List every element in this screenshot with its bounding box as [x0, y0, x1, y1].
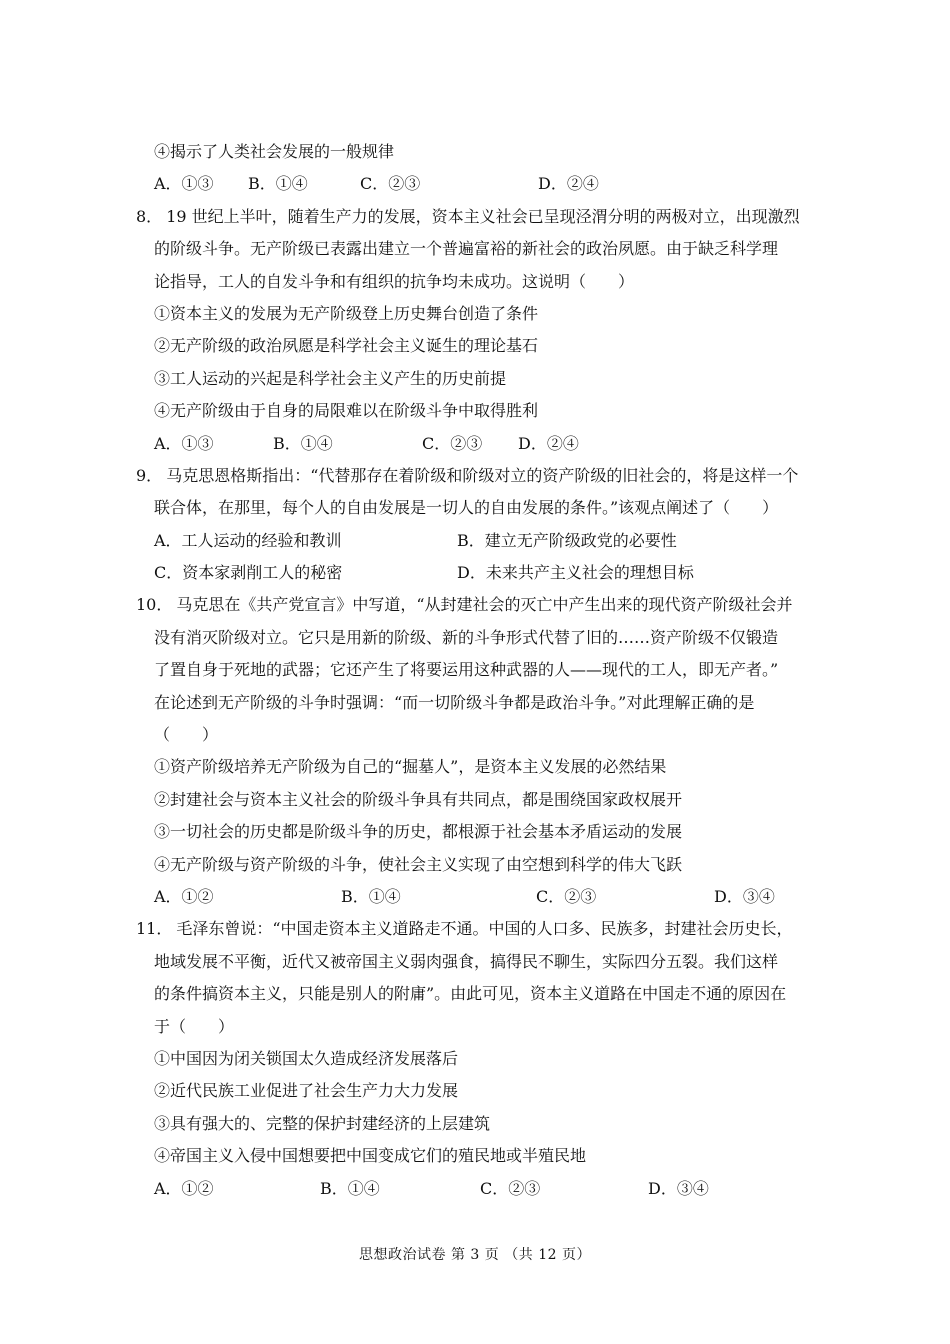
q11-option-d: D．③④ [648, 1178, 709, 1198]
q7-options [0, 168, 950, 200]
q11-option-b: B．①④ [320, 1178, 380, 1198]
q8-statement-3: ③工人运动的兴起是科学社会主义产生的历史前提 [154, 368, 507, 388]
q8-options [0, 428, 950, 460]
q9-option-a: A．工人运动的经验和教训 [154, 530, 342, 550]
q11-statement-2: ②近代民族工业促进了社会生产力大力发展 [154, 1081, 459, 1101]
q10-option-d: D．③④ [714, 886, 775, 906]
q9-option-d: D．未来共产主义社会的理想目标 [457, 563, 694, 583]
q8-statement-4: ④无产阶级由于自身的局限难以在阶级斗争中取得胜利 [154, 401, 539, 421]
q8-statement-2: ②无产阶级的政治夙愿是科学社会主义诞生的理论基石 [154, 336, 539, 356]
q10-line-2: 没有消灭阶级对立。它只是用新的阶级、新的斗争形式代替了旧的……资产阶级不仅锻造 [154, 627, 779, 647]
q10-statement-1: ①资产阶级培养无产阶级为自己的“掘墓人”，是资本主义发展的必然结果 [154, 757, 667, 777]
q9-text: 马克思恩格斯指出：“代替那存在着阶级和阶级对立的资产阶级的旧社会的，将是这样一个 [166, 465, 799, 485]
q11-option-a: A．①② [154, 1178, 214, 1198]
q7-option-b: B．①④ [248, 174, 308, 194]
q10-line-1 [0, 589, 950, 621]
q11-statement-4: ④帝国主义入侵中国想要把中国变成它们的殖民地或半殖民地 [154, 1146, 587, 1166]
q8-statement-1: ①资本主义的发展为无产阶级登上历史舞台创造了条件 [154, 303, 539, 323]
q9-number: 9． [136, 465, 163, 485]
q10-option-a: A．①② [154, 886, 214, 906]
q9-line-1 [0, 460, 950, 492]
q11-statement-3: ③具有强大的、完整的保护封建经济的上层建筑 [154, 1113, 491, 1133]
q8-number: 8． [136, 206, 163, 226]
q8-text: 19 世纪上半叶，随着生产力的发展，资本主义社会已呈现泾渭分明的两极对立，出现激烈 [166, 206, 800, 226]
q10-line-3: 了置自身于死地的武器；它还产生了将要运用这种武器的人——现代的工人，即无产者。” [154, 660, 779, 680]
q11-line-2: 地域发展不平衡，近代又被帝国主义弱肉强食，搞得民不聊生，实际四分五裂。我们这样 [154, 951, 779, 971]
q9-options-row-1 [0, 525, 950, 557]
q7-option-c: C．②③ [360, 174, 421, 194]
q11-statement-1: ①中国因为闭关锁国太久造成经济发展落后 [154, 1048, 459, 1068]
q8-line-3: 论指导，工人的自发斗争和有组织的抗争均未成功。这说明（ ） [154, 271, 635, 291]
q7-statement-4: ④揭示了人类社会发展的一般规律 [154, 142, 395, 161]
exam-page [0, 136, 950, 1205]
q10-line-5: （ ） [154, 725, 219, 745]
page-footer: 思想政治试卷 第 3 页 （共 12 页） [359, 1247, 591, 1263]
q8-option-c: C．②③ [422, 433, 483, 453]
q7-option-d: D．②④ [538, 174, 599, 194]
q10-text: 马克思在《共产党宣言》中写道，“从封建社会的灭亡中产生出来的现代资产阶级社会并 [176, 595, 793, 615]
q10-statement-4: ④无产阶级与资产阶级的斗争，使社会主义实现了由空想到科学的伟大飞跃 [154, 854, 683, 874]
q8-option-d: D．②④ [518, 433, 579, 453]
q9-option-c: C．资本家剥削工人的秘密 [154, 563, 343, 583]
q9-option-b: B．建立无产阶级政党的必要性 [457, 530, 677, 550]
q8-line-1 [0, 201, 950, 233]
q10-line-4: 在论述到无产阶级的斗争时强调：“而一切阶级斗争都是政治斗争。”对此理解正确的是 [154, 692, 755, 712]
q9-options-row-2 [0, 557, 950, 589]
q8-option-a: A．①③ [154, 433, 214, 453]
q8-line-2: 的阶级斗争。无产阶级已表露出建立一个普遍富裕的新社会的政治夙愿。由于缺乏科学理 [154, 239, 779, 259]
q11-options [0, 1173, 950, 1205]
q11-line-4: 于（ ） [154, 1016, 235, 1036]
q10-options [0, 881, 950, 913]
q10-number: 10． [136, 595, 173, 615]
q7-option-a: A．①③ [154, 174, 214, 194]
q8-option-b: B．①④ [273, 433, 333, 453]
q9-line-2: 联合体，在那里，每个人的自由发展是一切人的自由发展的条件。”该观点阐述了（ ） [154, 498, 779, 518]
q11-number: 11． [136, 919, 173, 939]
q11-line-3: 的条件搞资本主义，只能是别人的附庸”。由此可见，资本主义道路在中国走不通的原因在 [154, 984, 787, 1004]
q10-option-b: B．①④ [341, 886, 401, 906]
q11-text: 毛泽东曾说：“中国走资本主义道路走不通。中国的人口多、民族多，封建社会历史长， [176, 919, 793, 939]
q10-statement-2: ②封建社会与资本主义社会的阶级斗争具有共同点，都是围绕国家政权展开 [154, 789, 683, 809]
q10-statement-3: ③一切社会的历史都是阶级斗争的历史，都根源于社会基本矛盾运动的发展 [154, 822, 683, 842]
q10-option-c: C．②③ [536, 886, 597, 906]
q11-option-c: C．②③ [480, 1178, 541, 1198]
q11-line-1 [0, 913, 950, 945]
